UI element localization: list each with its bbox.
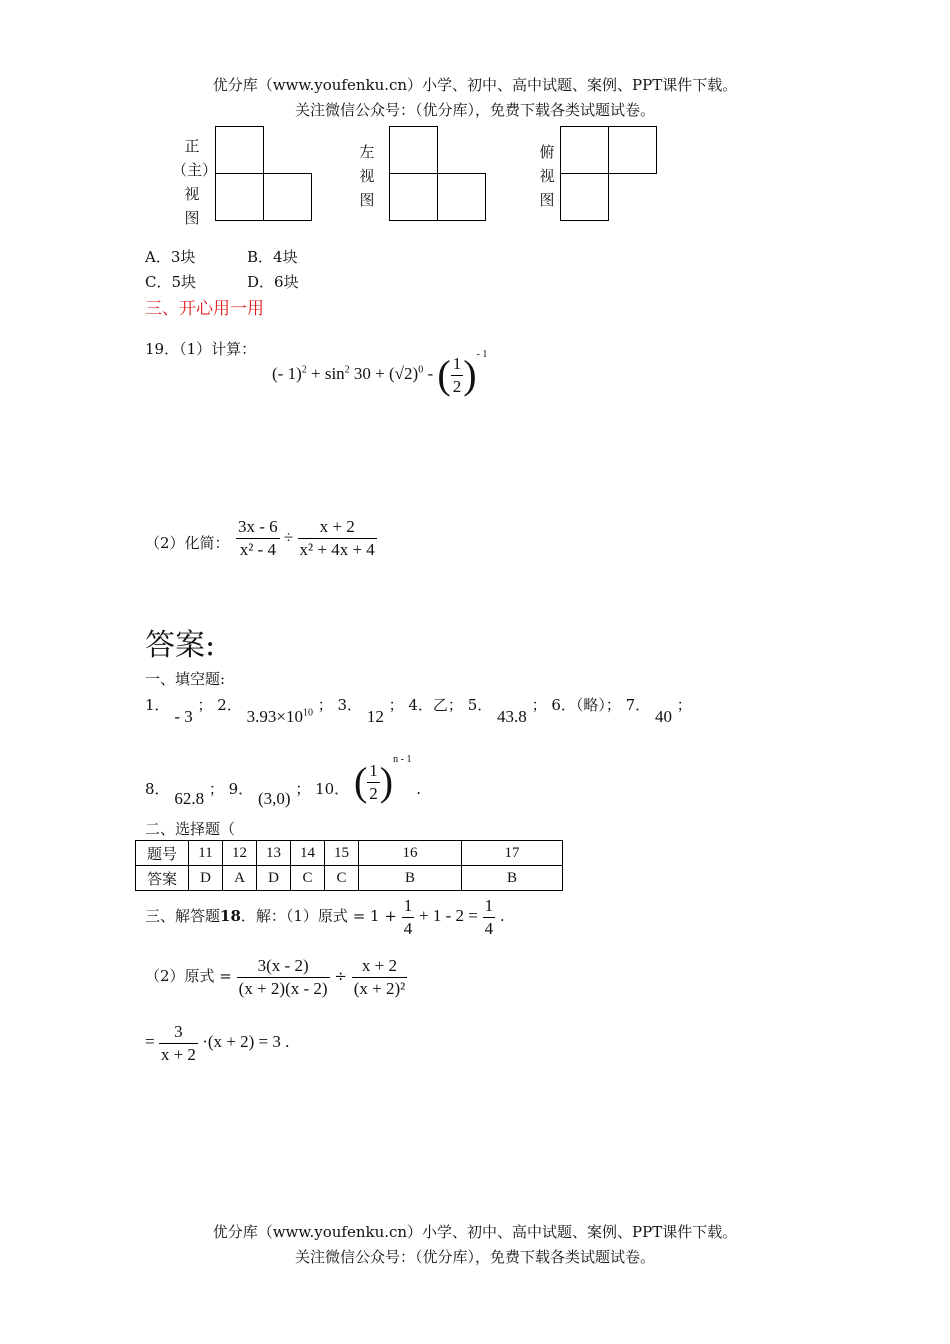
top-label-char: 俯 <box>539 143 555 161</box>
table-cell: 14 <box>291 841 325 866</box>
section-title: 三、开心用一用 <box>145 299 264 319</box>
exponent: 2 <box>344 364 350 376</box>
table-cell: 17 <box>462 841 563 866</box>
fraction <box>402 895 415 940</box>
divide-sign: ÷ <box>334 967 347 985</box>
left-square <box>389 173 438 221</box>
front-label-char: 图 <box>184 209 200 227</box>
table-cell: C <box>291 866 325 891</box>
exponent: 10 <box>302 707 313 719</box>
numerator: x + 2 <box>298 516 377 539</box>
exponent: - 1 <box>476 349 488 360</box>
option-c: C．5块 <box>145 273 197 291</box>
footer-line-1: 优分库（www.youfenku.cn）小学、初中、高中试题、案例、PPT课件下载。 <box>212 1223 738 1241</box>
answer-value: 40 <box>654 707 672 726</box>
choice-title: 二、选择题（ <box>145 820 236 838</box>
left-square <box>389 126 438 174</box>
solution-text: = <box>145 1032 155 1051</box>
answer-label: ； <box>676 696 692 714</box>
answer-label: ； 9． <box>208 780 254 798</box>
left-label-char: 视 <box>359 167 375 185</box>
fraction <box>298 516 377 561</box>
answer-value: 62.8 <box>174 789 205 808</box>
header-line-1: 优分库（www.youfenku.cn）小学、初中、高中试题、案例、PPT课件下载。 <box>212 76 738 94</box>
option-d: D．6块 <box>247 273 299 291</box>
left-square <box>437 173 486 221</box>
header-line-2: 关注微信公众号：（优分库），免费下载各类试题试卷。 <box>294 101 655 119</box>
answer-label: ； 10． <box>295 780 350 798</box>
answer-value: 43.8 <box>497 707 527 726</box>
fraction <box>483 895 496 940</box>
solution-number: 18 <box>220 907 241 925</box>
solution-line-1 <box>145 894 505 944</box>
numerator: 1 <box>483 895 496 918</box>
answer-label: ； 3． <box>317 696 363 714</box>
q19-expression <box>272 330 488 398</box>
sqrt-term: √2 <box>394 364 413 383</box>
answer-value: - 3 <box>174 707 193 726</box>
value-text: 3.93×10 <box>246 707 303 726</box>
paren-right: ) <box>379 759 394 805</box>
denominator: 2 <box>452 376 462 396</box>
table-row <box>136 866 563 891</box>
front-label-char: 视 <box>184 185 200 203</box>
paren-left: ( <box>353 759 368 805</box>
answer-value: (3,0) <box>257 789 291 808</box>
table-cell: C <box>325 866 359 891</box>
solution-text: 三、解答题 <box>145 907 221 925</box>
fraction <box>367 760 380 805</box>
table-cell: 13 <box>257 841 291 866</box>
q19-part2-expression <box>236 516 377 561</box>
denominator: x + 2 <box>160 1044 196 1064</box>
solution-text: . <box>499 907 505 925</box>
answer-value: 12 <box>366 707 384 726</box>
option-a: A．3块 <box>145 248 196 266</box>
answer-label: 1． <box>145 696 170 714</box>
denominator: x² + 4x + 4 <box>299 540 375 559</box>
table-cell: B <box>462 866 563 891</box>
expr-term: 30 + ( <box>349 364 395 383</box>
answers-row-1 <box>145 694 692 734</box>
denominator: x² - 4 <box>239 540 276 559</box>
denominator: 4 <box>484 918 494 938</box>
solution-text: ．解：（1）原式 = 1 + <box>240 907 397 925</box>
front-square <box>215 173 264 221</box>
fraction <box>352 955 408 1000</box>
front-label-char: （主） <box>172 161 218 179</box>
top-label-char: 视 <box>539 167 555 185</box>
denominator: 2 <box>369 783 378 803</box>
solution-line-3 <box>145 1020 289 1070</box>
fraction <box>236 516 280 561</box>
q19-label: 19．（1）计算： <box>145 340 257 358</box>
numerator: 3 <box>159 1021 198 1044</box>
solution-line-2 <box>145 954 407 1004</box>
numerator: 3(x - 2) <box>237 955 330 978</box>
answer-table <box>135 840 563 891</box>
table-cell: D <box>257 866 291 891</box>
expr-term: + sin <box>306 364 345 383</box>
denominator: 4 <box>403 918 413 938</box>
numerator: x + 2 <box>352 955 408 978</box>
answers-row-2 <box>145 754 421 810</box>
table-cell: 12 <box>223 841 257 866</box>
solution-text: + 1 - 2 = <box>418 906 478 925</box>
answers-title: 答案: <box>145 628 216 663</box>
numerator: 1 <box>451 353 464 376</box>
top-square <box>560 173 609 221</box>
table-cell: 16 <box>359 841 462 866</box>
solution-text: （2）原式 = <box>145 967 232 985</box>
front-label-char: 正 <box>184 137 200 155</box>
exponent: n - 1 <box>393 754 412 765</box>
q19-part2-label: （2）化简： <box>145 534 230 552</box>
solution-text: ·(x + 2) = 3 . <box>202 1032 290 1051</box>
denominator: (x + 2)(x - 2) <box>238 978 328 998</box>
expr-term: (- 1) <box>272 364 302 383</box>
fill-title: 一、填空题: <box>145 670 226 688</box>
footer-line-2: 关注微信公众号：（优分库），免费下载各类试题试卷。 <box>294 1248 655 1266</box>
answer-label: . <box>416 780 422 798</box>
table-cell: 15 <box>325 841 359 866</box>
exponent: 2 <box>301 364 307 376</box>
answer-value <box>353 754 412 805</box>
option-b: B．4块 <box>247 248 298 266</box>
top-square <box>608 126 657 174</box>
answer-label: ； 6．（略）； 7． <box>531 696 651 714</box>
left-label-char: 左 <box>359 143 375 161</box>
table-cell: A <box>223 866 257 891</box>
front-square <box>215 126 264 174</box>
front-view-label <box>172 134 218 230</box>
answer-value <box>247 707 313 726</box>
table-cell: B <box>359 866 462 891</box>
denominator: (x + 2)² <box>353 978 406 998</box>
divide-sign: ÷ <box>283 527 294 547</box>
expr-term: - <box>423 364 438 383</box>
top-view-label <box>532 140 562 212</box>
left-label-char: 图 <box>359 191 375 209</box>
paren-right: ) <box>463 352 477 398</box>
answer-label: 8． <box>145 780 170 798</box>
paren-left: ( <box>437 352 451 398</box>
fraction-half <box>451 353 464 398</box>
numerator: 3x - 6 <box>236 516 280 539</box>
table-row <box>136 841 563 866</box>
numerator: 1 <box>367 760 380 783</box>
table-header-cell: 题号 <box>136 841 189 866</box>
front-square <box>263 173 312 221</box>
answer-label: ； 4．乙； 5． <box>388 696 493 714</box>
fraction <box>237 955 330 1000</box>
numerator: 1 <box>402 895 415 918</box>
table-cell: D <box>189 866 223 891</box>
table-cell: 11 <box>189 841 223 866</box>
top-square <box>560 126 609 174</box>
top-label-char: 图 <box>539 191 555 209</box>
table-header-cell: 答案 <box>136 866 189 891</box>
expr-term: ) <box>412 364 419 383</box>
fraction <box>159 1021 198 1066</box>
exponent: 0 <box>418 364 424 376</box>
answer-label: ； 2． <box>197 696 242 714</box>
left-view-label <box>352 140 382 212</box>
